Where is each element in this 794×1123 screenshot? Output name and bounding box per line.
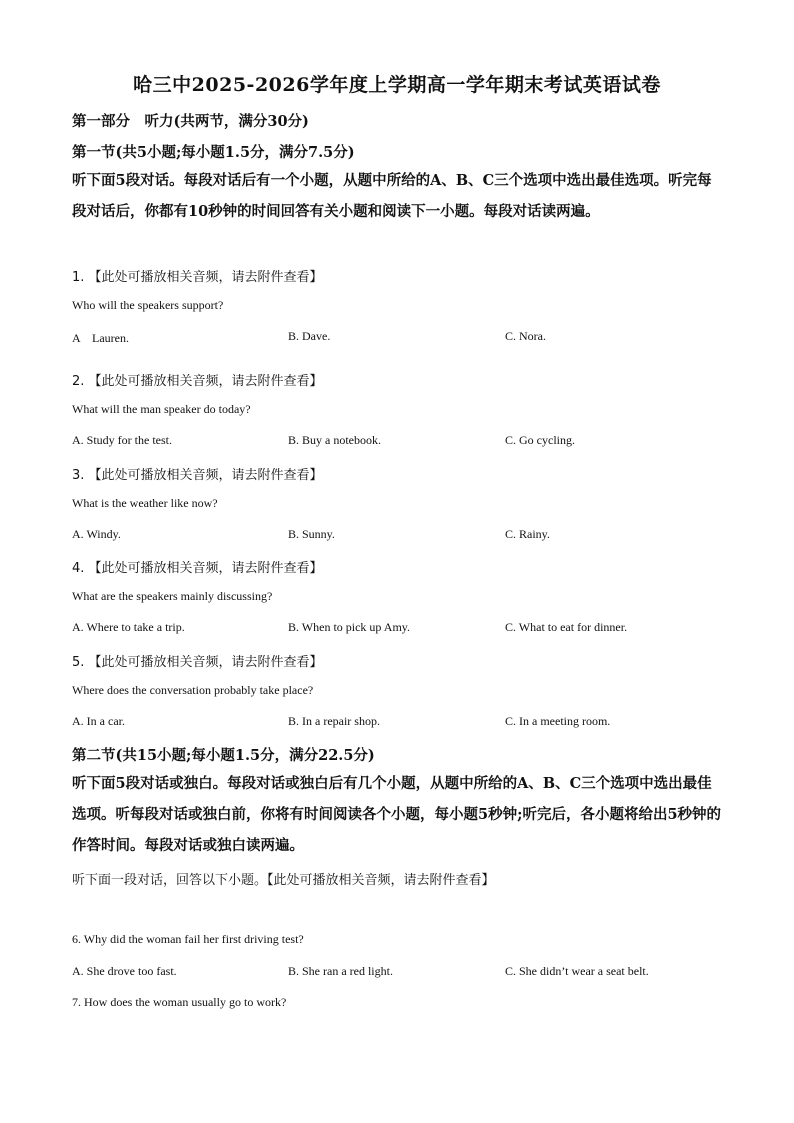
option-a: A. Study for the test. xyxy=(72,433,172,447)
option-a: A. Where to take a trip. xyxy=(72,620,185,634)
question-number: 4. xyxy=(72,561,85,576)
option-c: C. Nora. xyxy=(505,329,546,343)
audio-link-q3[interactable] xyxy=(72,464,323,483)
option-c: C. Rainy. xyxy=(505,527,550,541)
audio-placeholder: 【此处可播放相关音频，请去附件查看】 xyxy=(88,270,323,285)
audio-link-q5[interactable] xyxy=(72,651,323,670)
question-text: What will the man speaker do today? xyxy=(72,402,251,416)
question-number: 5. xyxy=(72,655,85,670)
section1-heading: 第一节(共5小题;每小题1.5分，满分7.5分) xyxy=(72,144,355,161)
question-number: 3. xyxy=(72,468,85,483)
question-text: What is the weather like now? xyxy=(72,496,218,510)
option-c: C. Go cycling. xyxy=(505,433,575,447)
option-a: A Lauren. xyxy=(72,331,129,345)
audio-placeholder: 【此处可播放相关音频，请去附件查看】 xyxy=(88,561,323,576)
option-a: A. Windy. xyxy=(72,527,121,541)
option-b: B. Sunny. xyxy=(288,527,335,541)
audio-link-q4[interactable] xyxy=(72,557,323,576)
option-b: B. When to pick up Amy. xyxy=(288,620,410,634)
option-c: C. She didn’t wear a seat belt. xyxy=(505,964,649,978)
section2-heading: 第二节(共15小题;每小题1.5分，满分22.5分) xyxy=(72,747,375,764)
audio-placeholder: 【此处可播放相关音频，请去附件查看】 xyxy=(88,374,323,389)
question-text: What are the speakers mainly discussing? xyxy=(72,589,273,603)
exam-title: 哈三中2025-2026学年度上学期高一学年期末考试英语试卷 xyxy=(133,74,661,96)
option-b: B. Buy a notebook. xyxy=(288,433,381,447)
option-b: B. She ran a red light. xyxy=(288,964,393,978)
question-text: Where does the conversation probably take place? xyxy=(72,683,314,697)
option-c: C. What to eat for dinner. xyxy=(505,620,628,634)
question-text: 6. Why did the woman fail her first driving test? xyxy=(72,932,304,946)
section1-instructions: 听下面5段对话。每段对话后有一个小题，从题中所给的A、B、C三个选项中选出最佳选项。听完每段对话后，你都有10秒钟的时间回答有关小题和阅读下一小题。每段对话读两遍。 xyxy=(72,172,712,220)
audio-link-q1[interactable] xyxy=(72,266,323,285)
audio-placeholder: 【此处可播放相关音频，请去附件查看】 xyxy=(88,655,323,670)
audio-placeholder: 【此处可播放相关音频，请去附件查看】 xyxy=(88,468,323,483)
option-b: B. In a repair shop. xyxy=(288,714,380,728)
option-a: A. She drove too fast. xyxy=(72,964,177,978)
question-text: 7. How does the woman usually go to work? xyxy=(72,995,287,1009)
section2-instructions: 听下面5段对话或独白。每段对话或独白后有几个小题，从题中所给的A、B、C三个选项中选出最佳选项。听每段对话或独白前，你将有时间阅读各个小题，每小题5秒钟;听完后，各小题将给出5秒钟的作答时间。每段对话或独白读两遍。 xyxy=(72,775,722,854)
question-text: Who will the speakers support? xyxy=(72,298,224,312)
section2-lead-audio-link[interactable]: 听下面一段对话，回答以下小题。【此处可播放相关音频，请去附件查看】 xyxy=(72,873,495,888)
question-number: 1. xyxy=(72,270,85,285)
option-b: B. Dave. xyxy=(288,329,331,343)
option-c: C. In a meeting room. xyxy=(505,714,611,728)
part1-heading: 第一部分 听力(共两节，满分30分) xyxy=(72,113,309,130)
audio-link-q2[interactable] xyxy=(72,370,323,389)
question-number: 2. xyxy=(72,374,85,389)
option-a: A. In a car. xyxy=(72,714,125,728)
